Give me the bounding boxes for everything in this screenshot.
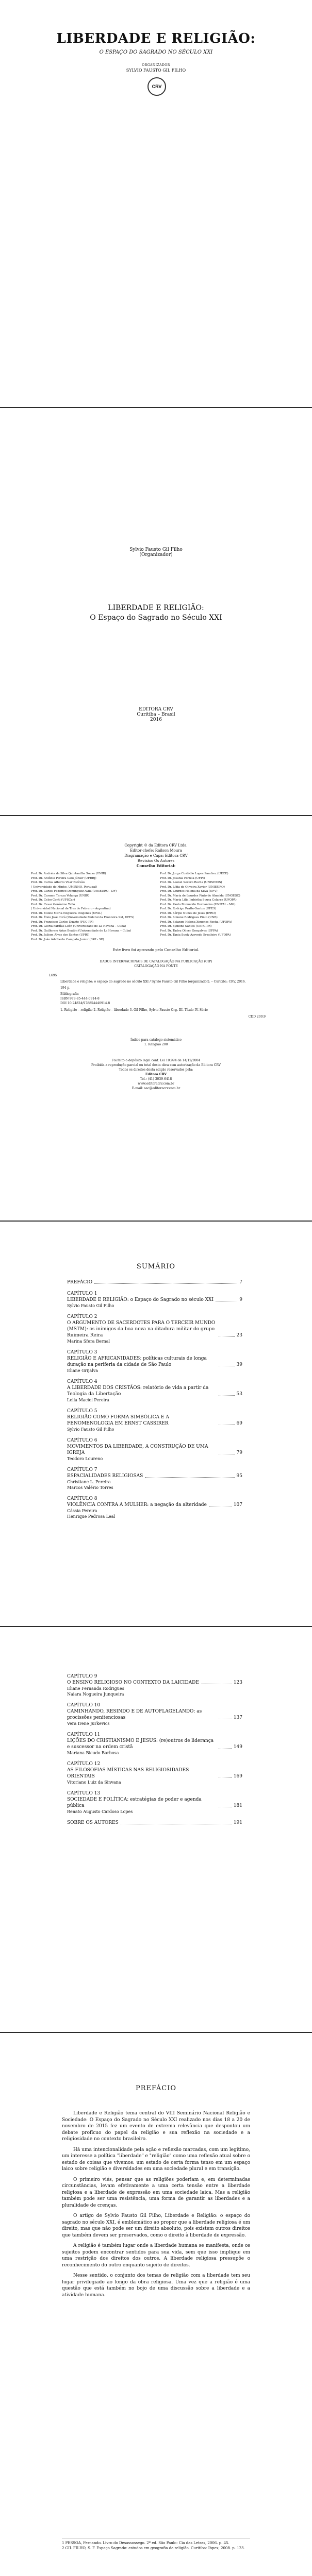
cip-bibliography: Bibliografia (60, 992, 79, 996)
council-member: Prof. Dr. Lourdes Helena da Silva (UFV) (160, 890, 218, 893)
toc-chapter-label: CAPÍTULO 5 (67, 1409, 97, 1414)
council-member: Prof. Dr. João Adalberto Campato Junior (FAP - SP) (31, 938, 104, 941)
body-paragraph: A religião é também lugar onde a liberdade humana se manifesta, onde os sujeitos podem encontrar sentidos para sua vida, sem que isso implique em uma restrição dos direitos dos outros. A liberdade religiosa pressupõe o reconhecimento do outro enquanto sujeito de direitos. (62, 2243, 250, 2268)
toc-leader-dots (94, 1283, 237, 1284)
footnote: 2 GIL FILHO, S. F. Espaço Sagrado: estudos em geografia da religião. Curitiba: Ibpex, 2008. p. 123. (62, 2546, 245, 2550)
toc-chapter-label: CAPÍTULO 4 (67, 1379, 97, 1384)
toc-entry[interactable] (67, 1467, 242, 1490)
toc-entry-author: Cássia Pereira (67, 1509, 97, 1513)
index-line: 1. Religião 200 (144, 1043, 168, 1046)
toc-entry-author: Mariana Bicudo Barbosa (67, 1751, 119, 1755)
cip-subtitle: CATALOGAÇÃO NA FONTE (134, 964, 178, 968)
half-title-organizer: Sylvio Fausto Gil Filho (129, 547, 183, 552)
index-title: Índice para catálogo sistemático (130, 1038, 182, 1042)
council-member: Prof. Dr. Francisco Carlos Duarte (PUC-PR) (31, 920, 94, 924)
toc-entry-page: 9 (239, 1297, 242, 1302)
body-paragraph: Nesse sentido, o conjunto dos temas de religião com a liberdade tem seu lugar privilegiado ao longo da obra religiosa. Uma vez que a religião é uma questão que está também no bojo de uma discussão sobre a liberdade e a atividade humana. (62, 2273, 250, 2298)
body-paragraph: O artigo de Sylvio Fausto Gil Filho, Liberdade e Religião: o espaço do sagrado no século XXI, é emblemático ao propor que a liberdade religiosa é um direito, mas que não pode ser um direito absoluto, pois existem outros direitos que também devem ser preservados, como o direito à liberdade de expressão. (62, 2213, 250, 2238)
publisher-logo (147, 77, 166, 96)
council-member: Prof. Dr. Josania Portela (UFPI) (160, 876, 205, 880)
toc-page-2 (0, 1627, 312, 2032)
cip-subjects: 1. Religião – religião 2. Religião – liberdade 3. Gil Filho, Sylvio Fausto Org. III. Título IV. Série (60, 1008, 208, 1012)
toc-entry-title: A LIBERDADE DOS CRISTÃOS: relatório de vida a partir da Teologia da Libertação (67, 1385, 209, 1397)
toc-entry-title: MOVIMENTOS DA LIBERDADE, A CONSTRUÇÃO DE UMA IGREJA (67, 1444, 208, 1455)
council-member: Prof. Dr. Antônio Pereira Gaio Júnior (UFRRJ) (31, 876, 96, 880)
cip-code: L695 (49, 974, 57, 977)
council-left-list (31, 872, 155, 942)
toc-chapter-label: CAPÍTULO 13 (67, 1791, 101, 1796)
toc-entry-title: AS FILOSOFIAS MÍSTICAS NAS RELIGIOSIDADES ORIENTAIS (67, 1768, 189, 1779)
council-member: Prof. Dr. Gloria Fariñas León (Universidade de La Havana – Cuba) (31, 925, 126, 928)
legal-link[interactable]: www.editoracrv.com.br (138, 1082, 174, 1086)
toc-entry-author: Marcos Valério Torres (67, 1485, 113, 1490)
council-member: Prof. Dr. Maria Lília Imbiriba Sousa Colares (UFOPA) (160, 899, 237, 902)
council-member: Prof. Dr. Solange Helena Ximenes-Rocha (UFOPA) (160, 920, 232, 924)
toc-chapter-label: CAPÍTULO 3 (67, 1350, 97, 1355)
cover-page (0, 0, 312, 407)
toc-entry-author: Vitoriano Luiz da Sinvana (67, 1780, 121, 1785)
cip-block (49, 973, 266, 1019)
toc-entry-title: RELIGIÃO E AFRICANIDADES: políticas culturais de longa duração na periferia da cidade de São Paulo (67, 1356, 207, 1367)
toc-entry-page: 149 (233, 1744, 242, 1750)
cover-subtitle: O ESPAÇO DO SAGRADO NO SÉCULO XXI (99, 49, 213, 55)
toc-entry[interactable] (67, 1379, 242, 1403)
cip-pages: 194 p. (60, 986, 71, 990)
toc-entry[interactable] (67, 1790, 242, 1815)
toc-entry[interactable] (67, 1761, 242, 1785)
toc-leader-dots (219, 1395, 235, 1396)
toc-entry-title: LIBERDADE E RELIGIÃO: o Espaço do Sagrado no século XXI (67, 1297, 214, 1302)
toc-entry-page: 95 (236, 1473, 242, 1479)
preface-footnotes (62, 2538, 250, 2551)
toc-chapter-label: CAPÍTULO 8 (67, 1496, 97, 1501)
toc-entry[interactable] (67, 1314, 242, 1344)
toc-entry-author: Henrique Pedrosa Leal (67, 1514, 116, 1519)
legal-line: Proibida a reprodução parcial ou total desta obra sem autorização da Editora CRV (91, 1063, 221, 1067)
toc-entry[interactable] (67, 1496, 242, 1519)
toc-entry-title: SOCIEDADE E POLÍTICA: estratégias de poder e agenda pública (67, 1797, 202, 1808)
council-member: Prof. Dr. Carlos Federico Dominguez Avila (UNIEURO - DF) (31, 890, 117, 893)
toc-chapter-label: CAPÍTULO 9 (67, 1674, 97, 1679)
body-paragraph: Há uma intencionalidade pela ação e reflexão marcadas, com um legitimo, um interesse a política "liberdade" e "religião" como uma reflexão atual sobre o estado de coisas que vivemos: um estado de certa forma tenso em um espaço laico sobre religião e diversidades em uma sociedade plural e em transição. (62, 2147, 250, 2172)
toc-entry[interactable] (67, 1437, 242, 1462)
legal-line: Todos os direitos desta edição reservados pela: (119, 1068, 193, 1072)
toc-entry-page: 123 (233, 1680, 242, 1685)
toc-entry-page: 169 (233, 1774, 242, 1779)
toc-leader-dots (145, 1477, 234, 1478)
toc-entry-author: Eliane Fernanda Rodrigues (67, 1686, 124, 1691)
toc-entry-page: 23 (236, 1333, 242, 1338)
council-member: Prof. Dr. Lídia de Oliveira Xavier (UNIEURO) (160, 885, 225, 889)
body-paragraph: Liberdade e Religião tema central do VIII Seminário Nacional Religião e Sociedade: O Espaço do Sagrado no Século XXI realizado nos dias 18 a 20 de novembro de 2015 fez um evento de extrema relevância que despontou um debate profícuo do papel da religião e sua reflexão na sociedade e a religiosidade no contexto brasileiro. (62, 2111, 250, 2142)
toc-entry-title: ESPACIALIDADES RELIGIOSAS (67, 1473, 143, 1479)
toc-entry[interactable] (67, 1349, 242, 1374)
toc-chapter-label: CAPÍTULO 7 (67, 1467, 97, 1472)
council-member: Prof. Dr. Sydione Santos (UEPG PR) (160, 925, 212, 928)
toc-entry[interactable] (67, 1279, 242, 1285)
publisher-logo-text: CRV (152, 84, 162, 89)
toc-entry-author: Marina Sfera Bernal (67, 1339, 110, 1344)
council-member: Prof. Dr. Tania Suely Azevedo Brasileiro (UFOPA) (160, 934, 231, 937)
publisher-year: 2016 (150, 717, 162, 722)
council-member: Prof. Dr. Carlos Alberto Vilar Estêvão (31, 881, 85, 884)
toc-entry-title: O ARGUMENTO DE SACERDOTES PARA O TERCEIR MUNDO (MSTM): os inimigos da boa nova na ditadura militar do grupo Ruimeira Reira (67, 1320, 216, 1338)
preface-page (0, 2033, 312, 2576)
toc-entry-page: 39 (236, 1362, 242, 1367)
toc-entry-author: Renato Augusto Cardoso Lopes (67, 1809, 133, 1814)
toc-chapter-label: CAPÍTULO 1 (67, 1291, 97, 1296)
council-member: Prof. Dr. Jailson Alves dos Santos (UFRJ) (31, 934, 90, 937)
council-member: ( Universidad Nacional de Tres de Febrero - Argentina) (31, 907, 111, 910)
cip-text: Liberdade e religião: o espaço do sagrado no século XXI / Sylvio Fausto Gil Filho (organizador). – Curitiba: CRV, 2016. (60, 980, 246, 984)
copyright-page (0, 816, 312, 1221)
toc-entry-author: Christiane L. Pereira (67, 1480, 111, 1484)
peer-review-note: Este livro foi aprovado pelo Conselho Editorial. (112, 948, 200, 952)
toc-entry-page: 191 (233, 1820, 242, 1825)
half-title-subtitle: O Espaço do Sagrado no Século XXI (90, 614, 222, 622)
legal-email[interactable]: E-mail: sac@editoracrv.com.br (132, 1087, 180, 1090)
legal-line: Editora CRV (145, 1073, 167, 1076)
toc-chapter-label: CAPÍTULO 11 (67, 1732, 101, 1737)
toc-entry-author: Leila Maciel Pereira (67, 1398, 109, 1402)
toc-entry[interactable] (67, 1820, 242, 1826)
toc-entry[interactable] (67, 1408, 242, 1432)
council-member: Prof. Dr. Rodrigo Pratte-Santos (UFES) (160, 907, 217, 910)
council-member: Prof. Dr. Maria de Lourdes Pinto de Almeida (UNOESC) (160, 894, 240, 897)
council-member: Prof. Dr. Andréia da Silva Quintanilha Sousa (UNIR) (31, 872, 106, 875)
toc-entry-author: Vera Irene Jurkevics (67, 1721, 110, 1726)
editor-line: Editor-chefe: Railson Moura (130, 849, 182, 853)
toc-entry[interactable] (67, 1702, 242, 1726)
toc-entry-page: 69 (236, 1421, 242, 1426)
council-member: ( Universidade do Minho, UMINHO, Portugal) (31, 885, 97, 889)
toc-chapter-label: CAPÍTULO 2 (67, 1314, 97, 1319)
toc-entry[interactable] (67, 1673, 242, 1697)
toc-entry-author: Teodoro Loureno (67, 1456, 103, 1461)
council-member: Prof. Dr. Celso Conti (UFSCar) (31, 899, 75, 902)
publisher-name: EDITORA CRV (139, 707, 173, 712)
council-member: Prof. Dr. Elione Maria Nogueira Diogenes (UFAL) (31, 911, 102, 915)
cip-cdd: CDD 200.9 (248, 1015, 266, 1019)
toc-entry-author: Eliane Grijalva (67, 1368, 98, 1373)
council-member: Prof. Dr. Élsio José Corá (Universidade Federal da Fronteira Sul, UFFS) (31, 916, 135, 919)
toc-chapter-label: CAPÍTULO 6 (67, 1438, 97, 1443)
toc-entry-title: CAMINHANDO, RESINDO E DE AUTOFLAGELANDO: as procissões penitenciosas (67, 1709, 202, 1720)
body-paragraph: O primeiro viés, pensar que as religiões poderiam e, em determinadas circunstâncias, levam efetivamente a uma certa tensão entre a liberdade religiosa e a liberdade de expressão em uma sociedade laica. Mas a religião também pode ser uma resistência, uma forma de garantir as liberdades e a pluralidade de crenças. (62, 2177, 250, 2208)
toc-entry-title: O ENSINO RELIGIOSO NO CONTEXTO DA LAICIDADE (67, 1680, 199, 1685)
toc-entry[interactable] (67, 1732, 242, 1756)
toc-page-1 (0, 1222, 312, 1626)
council-member: Prof. Dr. Leonel Severo Rocha (UNISINOS) (160, 881, 222, 884)
cover-title: LIBERDADE E RELIGIÃO: (56, 31, 256, 46)
cover-org-label: ORGANIZADOR (142, 63, 170, 67)
footnote: 1 PESSOA, Fernando. Livro do Desassossego. 2ª ed. São Paulo: Cia das Letras, 2006. p. 45. (62, 2541, 229, 2545)
half-title-page (0, 408, 312, 815)
council-member: Prof. Dr. Guillermo Arias Beatón (Universidade de La Havana – Cuba) (31, 929, 132, 933)
council-member: Prof. Dr. Tadeu Oliver Gonçalves (UFPA) (160, 929, 218, 933)
preface-heading: PREFÁCIO (135, 2084, 177, 2092)
legal-line: Foi feito o depósito legal conf. Lei 10.994 de 14/12/2004 (111, 1059, 201, 1062)
council-member: Prof. Dr. Sérgio Nunes de Jesus (IFRO) (160, 911, 216, 915)
toc-entry-title: LIÇÕES DO CRISTIANISMO E JESUS: (re)outros de liderança e suscessor na ordem cristã (67, 1738, 214, 1750)
toc-entry-author: Sylvio Fausto Gil Filho (67, 1303, 114, 1308)
toc-entry-title: VIOLÊNCIA CONTRA A MULHER: a negação da alteridade (67, 1502, 207, 1507)
toc-entry-page: 137 (233, 1715, 242, 1720)
toc-entry-page: 7 (239, 1280, 242, 1285)
council-title: Conselho Editorial: (136, 863, 176, 868)
council-member: Prof. Dr. Cesar Gerónimo Tello (31, 903, 75, 906)
copyright-line: Copyright © da Editora CRV Ltda. (124, 843, 188, 848)
toc-chapter-label: CAPÍTULO 10 (67, 1703, 101, 1708)
toc-leader-dots (219, 1336, 235, 1337)
toc-chapter-label: CAPÍTULO 12 (67, 1761, 101, 1767)
half-title-title: LIBERDADE E RELIGIÃO: (108, 604, 204, 612)
council-member: Prof. Dr. Paulo Romualdo Hernandes (UNIFAL - MG) (160, 903, 236, 906)
review-line: Revisão: Os Autores (137, 859, 175, 863)
half-title-role: (Organizador) (139, 552, 173, 557)
toc-heading: SUMÁRIO (136, 1263, 176, 1270)
council-right-list (160, 872, 284, 938)
toc-list-2 (67, 1673, 242, 1831)
toc-entry-page: 107 (233, 1502, 242, 1507)
cip-doi: DOI 10.24824/978854440914.8 (60, 1002, 110, 1005)
cover-organizer: SYLVIO FAUSTO GIL FILHO (126, 68, 186, 73)
toc-entry-title: RELIGIÃO COMO FORMA SIMBÓLICA E A FENOMENOLOGIA EM ERNST CASSIRER (67, 1415, 169, 1426)
toc-entry-author: Naiara Nogueira Junqueira (67, 1692, 124, 1697)
layout-line: Diagramação e Capa: Editora CRV (124, 854, 188, 858)
cip-isbn: ISBN 978-85-444-0914-8 (60, 997, 100, 1001)
toc-entry-page: 181 (233, 1803, 242, 1808)
council-member: Prof. Dr. Carmen Tereza Velanga (UNIR) (31, 894, 89, 897)
council-member: Prof. Dr. Simone Rodrigues Pinto (UNB) (160, 916, 218, 919)
toc-entry-author: Sylvio Fausto Gil Filho (67, 1427, 114, 1432)
toc-list-1 (67, 1279, 242, 1524)
council-member: Prof. Dr. Jorge Custódio Lopes Sanchez (UECE) (160, 872, 228, 875)
toc-entry[interactable] (67, 1291, 242, 1309)
toc-entry-title: PREFÁCIO (67, 1280, 93, 1285)
toc-entry-title: SOBRE OS AUTORES (67, 1820, 119, 1825)
toc-leader-dots (219, 1748, 232, 1749)
toc-leader-dots (219, 1777, 232, 1778)
toc-entry-page: 53 (236, 1392, 242, 1397)
toc-entry-page: 79 (236, 1450, 242, 1455)
preface-body (62, 2110, 250, 2302)
cip-title: DADOS INTERNACIONAIS DE CATALOGAÇÃO NA PUBLICAÇÃO (CIP) (100, 960, 212, 963)
legal-line: Tel.: (41) 3039-6418 (140, 1077, 172, 1081)
publisher-city: Curitiba – Brasil (137, 712, 175, 717)
